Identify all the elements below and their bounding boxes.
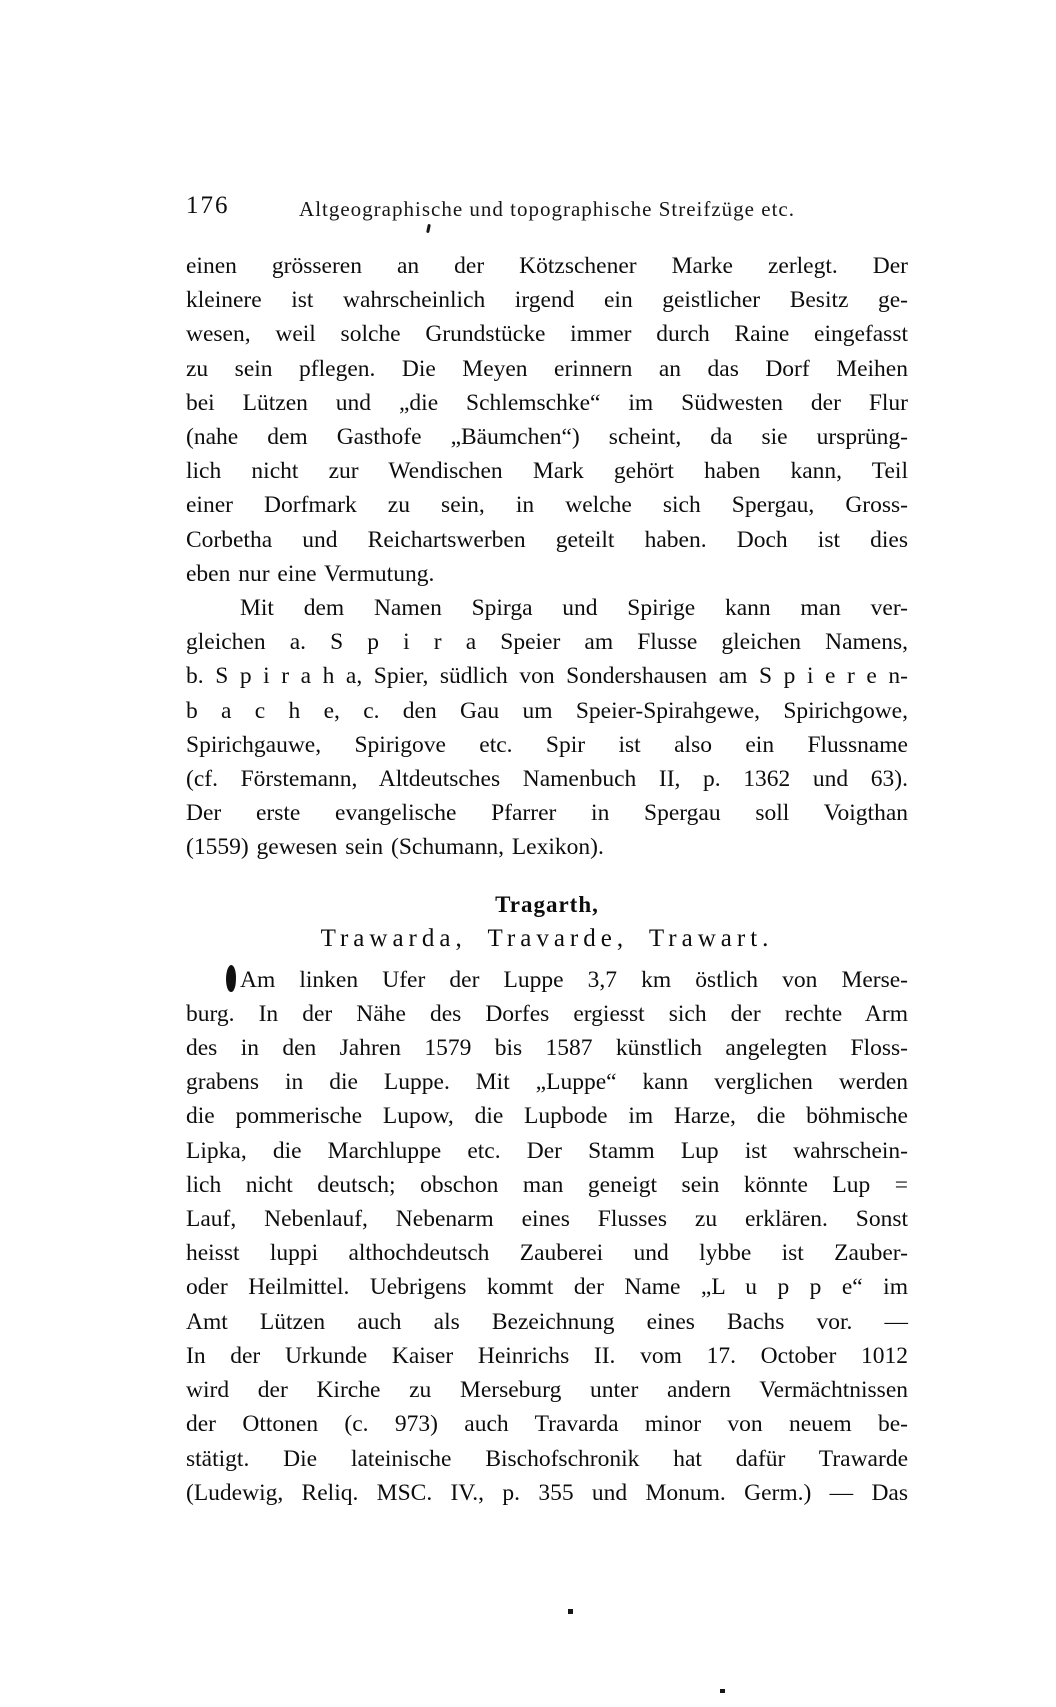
scan-artifact-dot bbox=[720, 1689, 725, 1693]
text-line: (1559) gewesen sein (Schumann, Lexikon). bbox=[186, 834, 604, 861]
text-line: kleinere ist wahrscheinlich irgend ein geistlicher Besitz ge- bbox=[186, 287, 908, 314]
text-line: b a c h e, c. den Gau um Speier-Spirahgewe, Spirichgowe, bbox=[186, 697, 908, 724]
text-line: des in den Jahren 1579 bis 1587 künstlich angelegten Floss- bbox=[186, 1035, 908, 1062]
text-line: (cf. Förstemann, Altdeutsches Namenbuch II, p. 1362 und 63). bbox=[186, 766, 908, 793]
text-line: Spirichgauwe, Spirigove etc. Spir ist also ein Flussname bbox=[186, 731, 908, 758]
paragraph-tragarth-description bbox=[186, 963, 908, 1510]
text-line: (Ludewig, Reliq. MSC. IV., p. 355 und Monum. Germ.) — Das bbox=[186, 1479, 908, 1506]
text-line: Mit dem Namen Spirga und Spirige kann man ver- bbox=[240, 595, 908, 622]
text-line: heisst luppi althochdeutsch Zauberei und lybbe ist Zauber- bbox=[186, 1240, 908, 1267]
text-line: b. S p i r a h a, Spier, südlich von Sondershausen am S p i e r e n- bbox=[186, 663, 908, 690]
text-line: eben nur eine Vermutung. bbox=[186, 560, 435, 587]
text-line: Amt Lützen auch als Bezeichnung eines Bachs vor. — bbox=[186, 1308, 908, 1335]
text-line: bei Lützen und „die Schlemschke“ im Südwesten der Flur bbox=[186, 389, 908, 416]
text-line: gleichen a. S p i r a Speier am Flusse gleichen Namens, bbox=[186, 629, 908, 656]
text-line: die pommerische Lupow, die Lupbode im Harze, die böhmische bbox=[186, 1103, 908, 1130]
text-line: Lipka, die Marchluppe etc. Der Stamm Lup ist wahrschein- bbox=[186, 1137, 908, 1164]
entry-subheading-variants: Trawarda, Travarde, Trawart. bbox=[320, 924, 774, 952]
text-line: Corbetha und Reichartswerben geteilt haben. Doch ist dies bbox=[186, 526, 908, 553]
paragraph-spirga-names bbox=[186, 591, 908, 865]
text-line: wesen, weil solche Grundstücke immer durch Raine eingefasst bbox=[186, 321, 908, 348]
text-line: In der Urkunde Kaiser Heinrichs II. vom 17. October 1012 bbox=[186, 1342, 908, 1369]
page-body-text bbox=[186, 249, 908, 1510]
running-header-title: Altgeographische und topographische Streifzüge etc. bbox=[299, 197, 795, 221]
entry-heading-tragarth: Tragarth, bbox=[495, 891, 599, 917]
text-line: (nahe dem Gasthofe „Bäumchen“) scheint, da sie ursprüng- bbox=[186, 424, 908, 451]
scan-artifact-dot bbox=[568, 1609, 573, 1614]
text-line: der Ottonen (c. 973) auch Travarda minor von neuem be- bbox=[186, 1411, 908, 1438]
text-line: lich nicht deutsch; obschon man geneigt sein könnte Lup = bbox=[186, 1171, 908, 1198]
text-line: einer Dorfmark zu sein, in welche sich Spergau, Gross- bbox=[186, 492, 908, 519]
text-line: wird der Kirche zu Merseburg unter andern Vermächtnissen bbox=[186, 1377, 908, 1404]
text-line: Der erste evangelische Pfarrer in Spergau soll Voigthan bbox=[186, 800, 908, 827]
text-line: einen grösseren an der Kötzschener Marke zerlegt. Der bbox=[186, 253, 908, 279]
text-line: zu sein pflegen. Die Meyen erinnern an das Dorf Meihen bbox=[186, 355, 908, 382]
text-line: stätigt. Die lateinische Bischofschronik hat dafür Trawarde bbox=[186, 1445, 908, 1472]
text-line: grabens in die Luppe. Mit „Luppe“ kann verglichen werden bbox=[186, 1069, 908, 1096]
text-line: Lauf, Nebenlauf, Nebenarm eines Flusses zu erklären. Sonst bbox=[186, 1206, 908, 1233]
page-number: 176 bbox=[186, 192, 230, 219]
running-header bbox=[186, 192, 908, 222]
text-line: oder Heilmittel. Uebrigens kommt der Name „L u p p e“ im bbox=[186, 1274, 908, 1301]
text-line: Am linken Ufer der Luppe 3,7 km östlich von Merse- bbox=[186, 963, 908, 997]
text-column bbox=[186, 192, 908, 1510]
text-line: lich nicht zur Wendischen Mark gehört haben kann, Teil bbox=[186, 458, 908, 485]
paragraph-spergau-continuation bbox=[186, 249, 908, 591]
ink-blot-artifact bbox=[225, 964, 236, 991]
text-line: burg. In der Nähe des Dorfes ergiesst sich der rechte Arm bbox=[186, 1000, 908, 1027]
